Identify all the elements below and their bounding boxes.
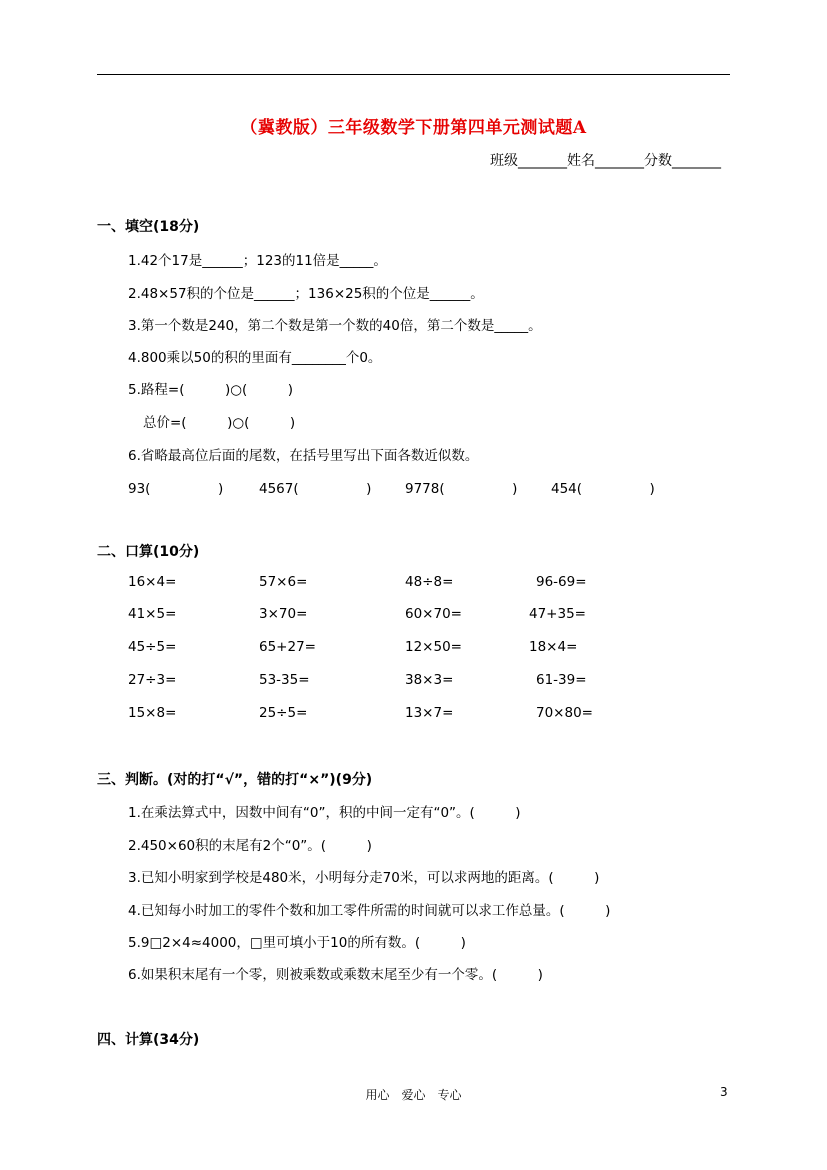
oral-item: 65+27= [259,639,316,655]
oral-item: 41×5= [128,606,177,622]
header-rule [97,74,730,75]
oral-item: 12×50= [405,639,462,655]
section-heading-judge: 三、判断。(对的打“√”，错的打“×”)(9分) [97,772,373,788]
section-heading-oral: 二、口算(10分) [97,544,200,560]
section-heading-calc: 四、计算(34分) [97,1032,200,1048]
judge-question-1: 1.在乘法算式中，因数中间有“0”，积的中间一定有“0”。( ) [128,805,521,821]
oral-item: 15×8= [128,705,177,721]
fill-question-1: 1.42个17是______；123的11倍是_____。 [128,253,387,269]
oral-item: 18×4= [529,639,578,655]
oral-item: 53-35= [259,672,310,688]
judge-question-4: 4.已知每小时加工的零件个数和加工零件所需的时间就可以求工作总量。( ) [128,903,611,919]
fill-question-6: 6.省略最高位后面的尾数，在括号里写出下面各数近似数。 [128,448,479,464]
judge-question-2: 2.450×60积的末尾有2个“0”。( ) [128,838,372,854]
section-heading-fill: 一、填空(18分) [97,219,200,235]
oral-item: 16×4= [128,574,177,590]
page-title: （冀教版）三年级数学下册第四单元测试题A [240,118,587,138]
oral-item: 47+35= [529,606,586,622]
student-info-line: 班级_______姓名_______分数_______ [490,153,721,169]
oral-item: 96-69= [536,574,587,590]
approx-item: 454( ) [551,481,655,497]
fill-question-5b: 总价=( )○( ) [143,415,296,431]
oral-item: 38×3= [405,672,454,688]
fill-question-3: 3.第一个数是240，第二个数是第一个数的40倍，第二个数是_____。 [128,318,542,334]
fill-question-2: 2.48×57积的个位是______；136×25积的个位是______。 [128,286,484,302]
page-footer: 用心 爱心 专心 [365,1088,462,1102]
judge-question-3: 3.已知小明家到学校是480米，小明每分走70米，可以求两地的距离。( ) [128,870,600,886]
oral-item: 25÷5= [259,705,308,721]
oral-item: 70×80= [536,705,593,721]
oral-item: 3×70= [259,606,308,622]
page-number: 3 [720,1085,728,1099]
oral-item: 48÷8= [405,574,454,590]
approx-item: 9778( ) [405,481,518,497]
approx-item: 93( ) [128,481,224,497]
approx-item: 4567( ) [259,481,372,497]
oral-item: 13×7= [405,705,454,721]
oral-item: 60×70= [405,606,462,622]
oral-item: 27÷3= [128,672,177,688]
oral-item: 61-39= [536,672,587,688]
oral-item: 57×6= [259,574,308,590]
fill-question-4: 4.800乘以50的积的里面有________个0。 [128,350,382,366]
judge-question-5: 5.9□2×4≈4000，□里可填小于10的所有数。( ) [128,935,466,951]
oral-item: 45÷5= [128,639,177,655]
judge-question-6: 6.如果积末尾有一个零，则被乘数或乘数末尾至少有一个零。( ) [128,967,543,983]
fill-question-5a: 5.路程=( )○( ) [128,382,294,398]
